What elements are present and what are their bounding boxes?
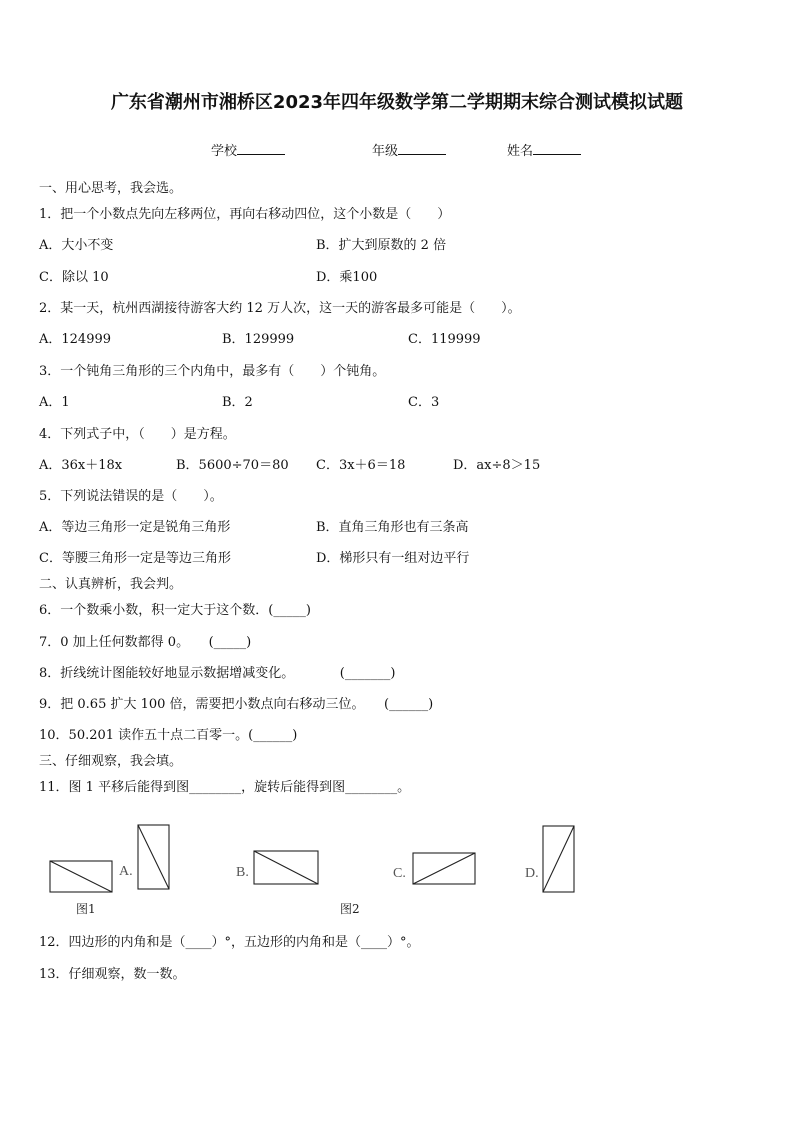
q1-option-c[interactable]: C．除以 10 xyxy=(39,270,109,285)
q3-option-b[interactable]: B．2 xyxy=(222,395,253,410)
q9: 9．把 0.65 扩大 100 倍，需要把小数点向右移动三位。 (______) xyxy=(39,697,434,712)
section1-heading: 一、用心思考，我会选。 xyxy=(39,181,183,196)
q1-option-d[interactable]: D．乘100 xyxy=(316,270,378,285)
section3-heading: 三、仔细观察，我会填。 xyxy=(39,754,183,769)
option-b-label: B. xyxy=(236,865,249,880)
q10: 10．50.201 读作五十点二百零一。(______) xyxy=(39,728,298,743)
grade-label: 年级 xyxy=(372,144,399,159)
q13: 13．仔细观察，数一数。 xyxy=(39,967,186,982)
school-field[interactable] xyxy=(211,141,285,160)
q2-option-c[interactable]: C．119999 xyxy=(408,332,481,347)
q4-option-c[interactable]: C．3x＋6＝18 xyxy=(316,458,406,473)
school-label: 学校 xyxy=(211,144,238,159)
q11-figure xyxy=(40,818,600,898)
q5-stem: 5．下列说法错误的是（ ）。 xyxy=(39,489,223,504)
figure-1-caption: 图1 xyxy=(76,902,96,916)
q2-option-b[interactable]: B．129999 xyxy=(222,332,295,347)
q3-option-c[interactable]: C．3 xyxy=(408,395,440,410)
school-blank[interactable] xyxy=(237,141,285,155)
name-blank[interactable] xyxy=(533,141,581,155)
q2-stem: 2．某一天，杭州西湖接待游客大约 12 万人次，这一天的游客最多可能是（ ）。 xyxy=(39,301,521,316)
q8: 8．折线统计图能较好地显示数据增减变化。 (_______) xyxy=(39,666,396,681)
name-label: 姓名 xyxy=(507,144,534,159)
q6: 6．一个数乘小数，积一定大于这个数．(_____) xyxy=(39,603,311,618)
q12: 12．四边形的内角和是（____）°，五边形的内角和是（____）°。 xyxy=(39,935,420,950)
page-title: 广东省潮州市湘桥区2023年四年级数学第二学期期末综合测试模拟试题 xyxy=(110,92,684,113)
name-field[interactable] xyxy=(507,141,581,160)
q5-option-d[interactable]: D．梯形只有一组对边平行 xyxy=(316,551,470,566)
figure-c-shape xyxy=(413,853,475,884)
q5-option-c[interactable]: C．等腰三角形一定是等边三角形 xyxy=(39,551,231,566)
q2-option-a[interactable]: A．124999 xyxy=(39,332,112,347)
q4-option-b[interactable]: B．5600÷70＝80 xyxy=(176,458,289,473)
q1-option-a[interactable]: A．大小不变 xyxy=(39,238,114,253)
figure-a-shape xyxy=(138,825,169,889)
q7: 7．0 加上任何数都得 0。 (_____) xyxy=(39,635,252,650)
q3-option-a[interactable]: A．1 xyxy=(39,395,70,410)
q1-stem: 1．把一个小数点先向左移两位，再向右移动四位，这个小数是（ ） xyxy=(39,207,451,222)
figure-b-shape xyxy=(254,851,318,884)
q3-stem: 3．一个钝角三角形的三个内角中，最多有（ ）个钝角。 xyxy=(39,364,386,379)
section2-heading: 二、认真辨析，我会判。 xyxy=(39,577,183,592)
figure-1-shape xyxy=(50,861,112,892)
figure-2-caption: 图2 xyxy=(340,902,360,916)
q4-option-a[interactable]: A．36x＋18x xyxy=(39,458,123,473)
option-a-label: A. xyxy=(119,864,133,879)
q1-option-b[interactable]: B．扩大到原数的 2 倍 xyxy=(316,238,447,253)
q4-stem: 4．下列式子中，（ ）是方程。 xyxy=(39,427,236,442)
q5-option-a[interactable]: A．等边三角形一定是锐角三角形 xyxy=(39,520,231,535)
grade-blank[interactable] xyxy=(398,141,446,155)
q11: 11．图 1 平移后能得到图________，旋转后能得到图________。 xyxy=(39,780,411,795)
figure-d-shape xyxy=(543,826,574,892)
option-d-label: D. xyxy=(525,866,539,881)
q4-option-d[interactable]: D．ax÷8＞15 xyxy=(453,458,541,473)
q5-option-b[interactable]: B．直角三角形也有三条高 xyxy=(316,520,469,535)
option-c-label: C. xyxy=(393,866,406,881)
grade-field[interactable] xyxy=(372,141,446,160)
